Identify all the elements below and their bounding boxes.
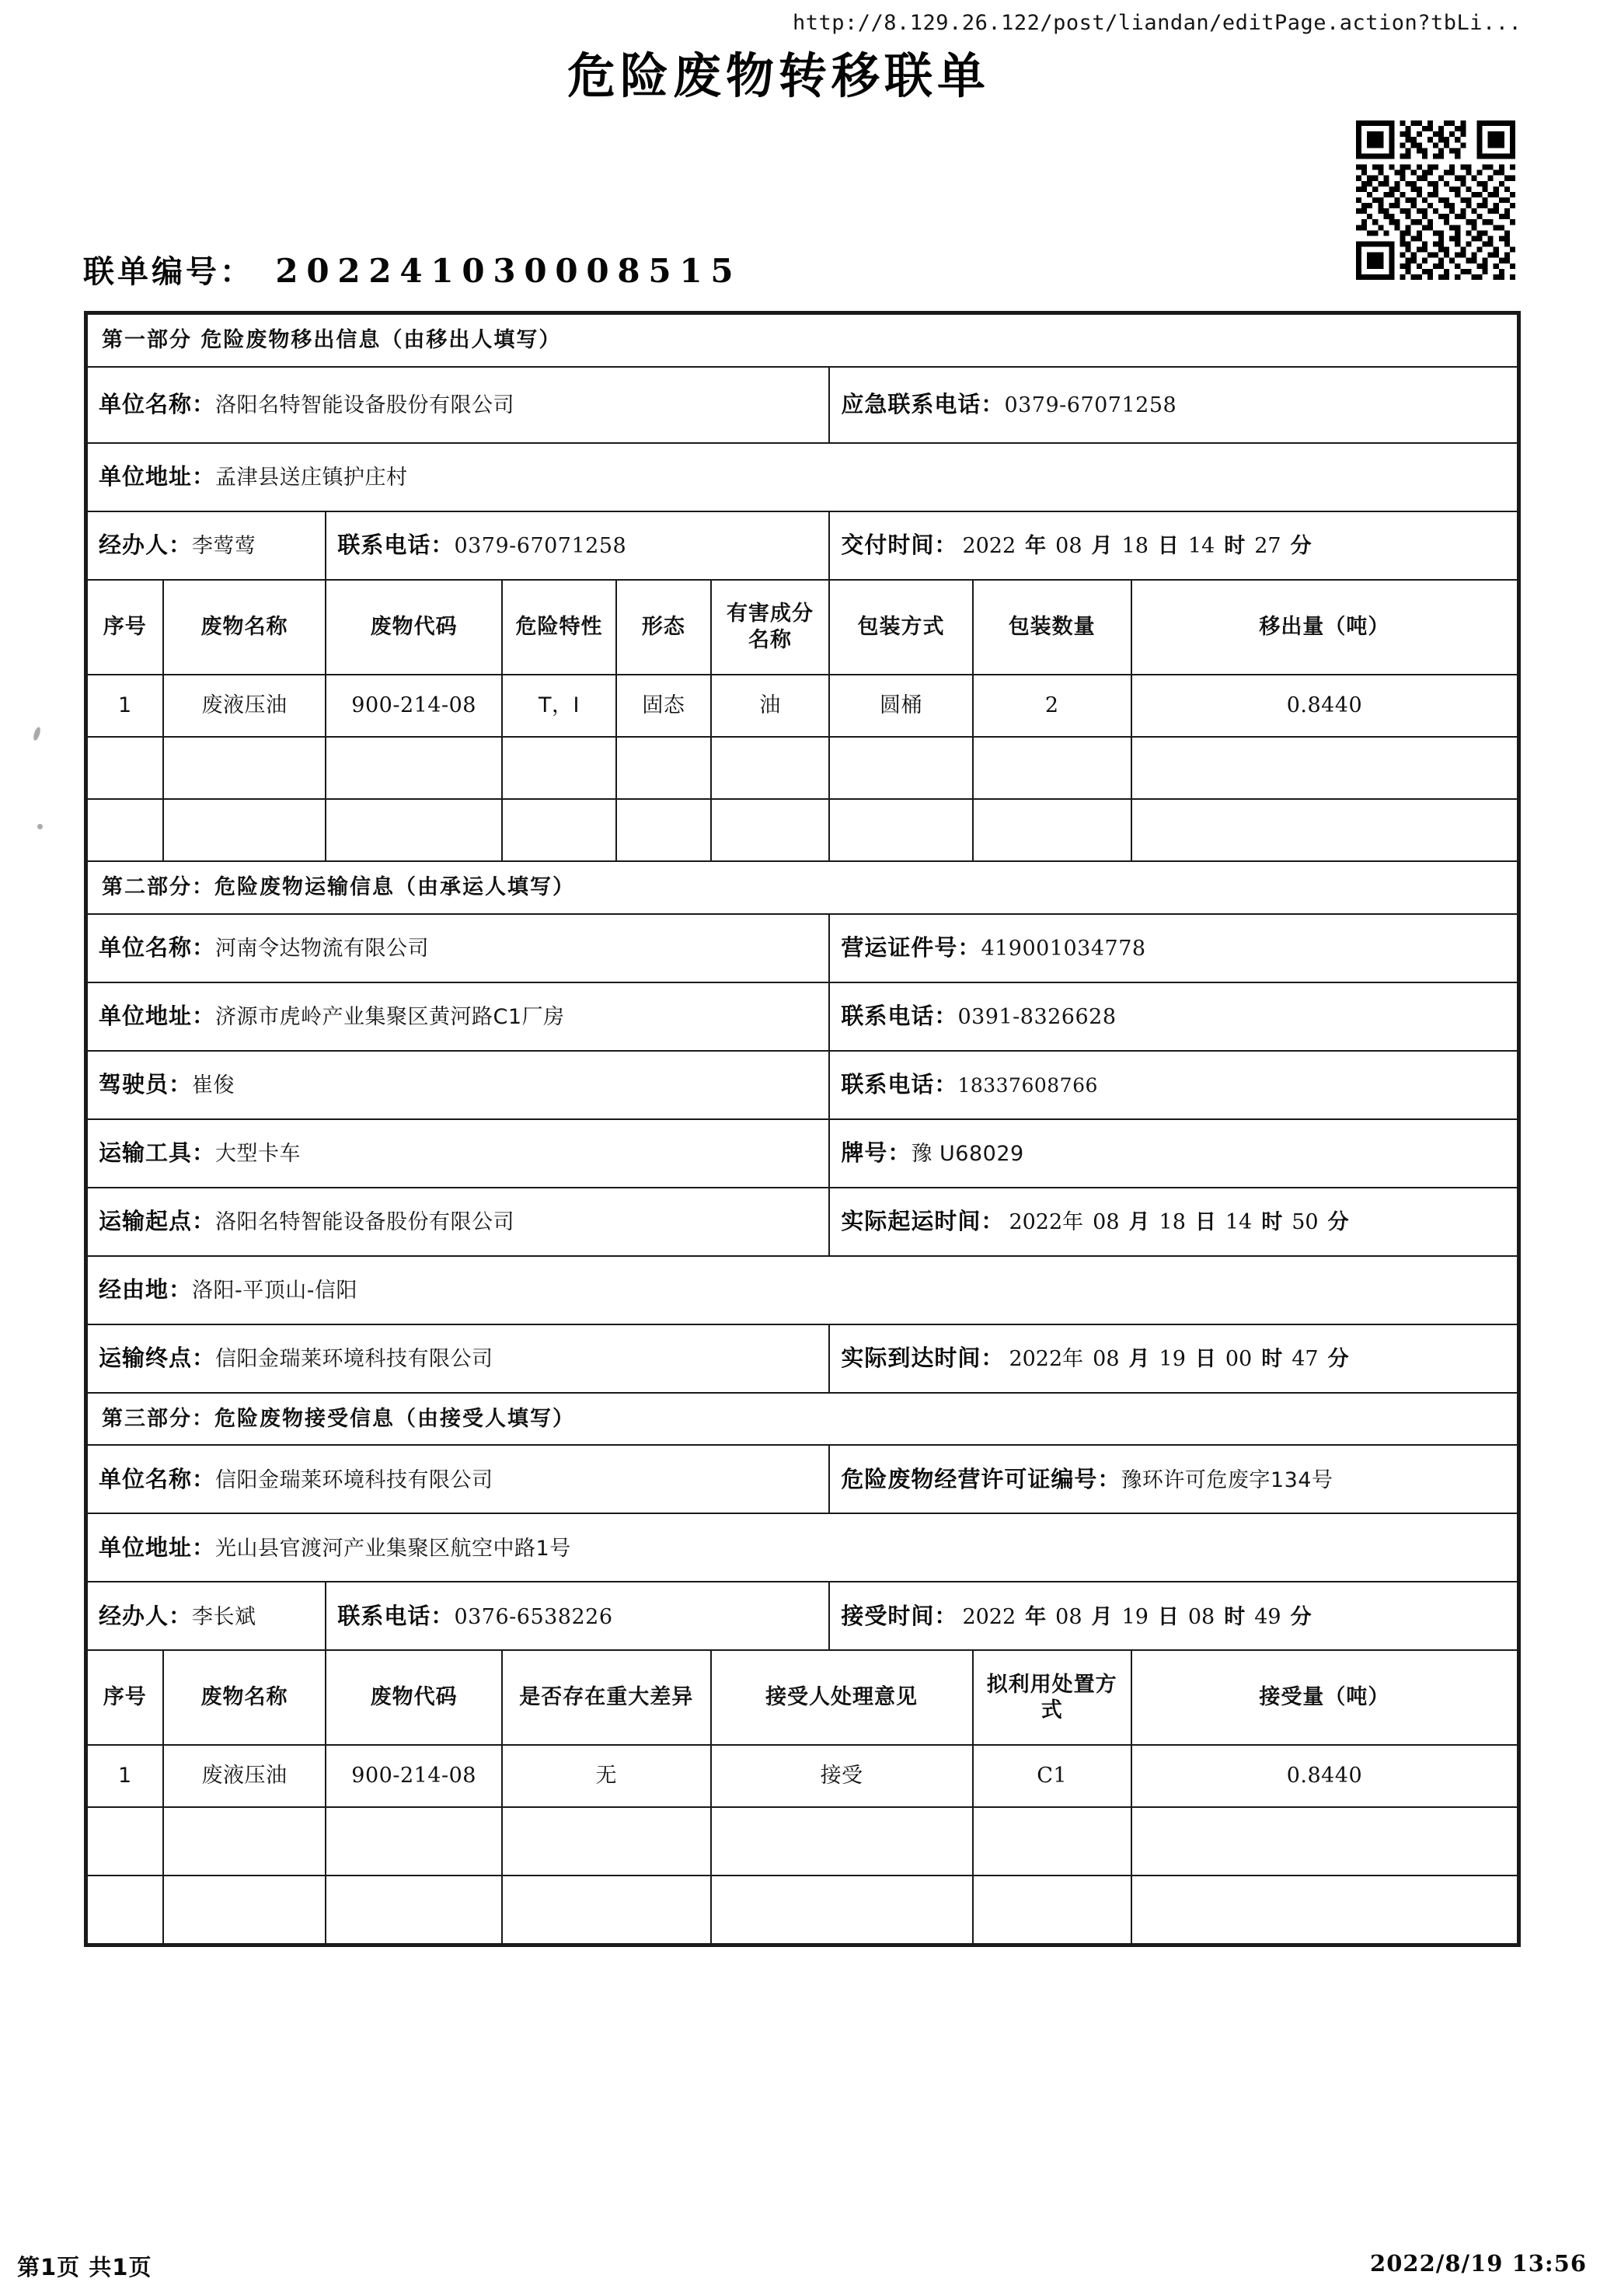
part3-receive-year-unit: 年: [1025, 1604, 1047, 1629]
part1-cell-seq: [87, 799, 163, 861]
part3-cell-major-difference: 无: [502, 1745, 711, 1807]
part2-depart-year: 2022年: [1009, 1210, 1084, 1235]
part3-receive-day: 19: [1121, 1604, 1149, 1629]
part1-delivery-time-cell: [829, 511, 1518, 580]
part1-section-header-row: [87, 314, 1518, 367]
part3-cell-waste-code: [326, 1807, 501, 1876]
part1-cell-form: 固态: [616, 675, 711, 737]
part2-plate-value: 豫 U68029: [911, 1142, 1024, 1167]
part1-cell-hazard-property: [502, 799, 616, 861]
part2-depart-minute: 50: [1292, 1210, 1319, 1235]
part1-th-waste-code: 废物代码: [326, 580, 501, 675]
part2-depart-month-unit: 月: [1128, 1210, 1150, 1235]
part2-unit-address-row: [87, 982, 1518, 1051]
part1-th-packaging-qty: 包装数量: [973, 580, 1131, 675]
part3-th-seq: 序号: [87, 1650, 163, 1745]
part3-unit-address-value: 光山县官渡河产业集聚区航空中路1号: [215, 1536, 571, 1561]
part1-cell-seq: [87, 737, 163, 799]
part1-delivery-day-unit: 日: [1157, 534, 1179, 559]
part3-contact-phone-value: 0376-6538226: [454, 1604, 613, 1629]
manifest-number-row: [83, 247, 737, 291]
part2-depart-day-unit: 日: [1194, 1210, 1216, 1235]
part3-operator-value: 李长斌: [192, 1604, 256, 1629]
part1-cell-packaging-qty: [973, 799, 1131, 861]
qr-code: [1356, 120, 1515, 280]
part3-cell-waste-name: 废液压油: [163, 1745, 326, 1807]
part2-unit-name-row: [87, 914, 1518, 982]
part1-th-amount: 移出量（吨）: [1131, 580, 1518, 675]
part3-permit-no-label: 危险废物经营许可证编号：: [841, 1465, 1121, 1492]
part2-depart-time-cell: [829, 1188, 1518, 1256]
part1-cell-waste-code: [326, 799, 501, 861]
part3-th-waste-code: 废物代码: [326, 1650, 501, 1745]
part3-receive-hour-unit: 时: [1224, 1604, 1246, 1629]
part1-unit-address-label: 单位地址：: [99, 463, 216, 490]
part2-license-no-cell: [829, 914, 1518, 982]
part1-unit-address-cell: [87, 443, 1518, 511]
part2-depart-hour-unit: 时: [1261, 1210, 1283, 1235]
part3-unit-address-row: [87, 1513, 1518, 1582]
part1-unit-name-value: 洛阳名特智能设备股份有限公司: [215, 393, 515, 418]
part3-receive-minute-unit: 分: [1290, 1604, 1312, 1629]
part1-th-seq: 序号: [87, 580, 163, 675]
part1-operator-cell: [87, 511, 326, 580]
part3-operator-row: [87, 1582, 1518, 1650]
part2-unit-address-cell: [87, 982, 829, 1051]
part2-unit-name-cell: [87, 914, 829, 982]
part3-th-disposal-method: 拟利用处置方式: [973, 1650, 1131, 1745]
part2-license-no-label: 营运证件号：: [841, 934, 981, 961]
part1-emergency-phone-cell: [829, 367, 1518, 443]
part1-cell-harmful-component: 油: [711, 675, 830, 737]
part1-delivery-minute-unit: 分: [1290, 534, 1312, 559]
part3-receive-month: 08: [1055, 1604, 1082, 1629]
part3-cell-major-difference: [502, 1807, 711, 1876]
part3-cell-disposal-method: C1: [973, 1745, 1131, 1807]
part2-arrive-hour: 00: [1225, 1347, 1253, 1372]
manifest-grid: [86, 313, 1518, 1945]
part2-route-label: 经由地：: [99, 1276, 193, 1303]
part1-cell-waste-name: [163, 737, 326, 799]
part1-th-harmful-component: 有害成分名称: [711, 580, 830, 675]
part2-arrive-day-unit: 日: [1194, 1347, 1216, 1372]
part1-section-title: 第一部分 危险废物移出信息（由移出人填写）: [87, 314, 1518, 367]
table-row: [87, 1807, 1518, 1876]
part1-delivery-hour: 14: [1187, 534, 1215, 559]
part2-origin-row: [87, 1188, 1518, 1256]
part3-th-waste-name: 废物名称: [163, 1650, 326, 1745]
part3-cell-disposal-method: [973, 1876, 1131, 1944]
part1-contact-phone-label: 联系电话：: [337, 532, 455, 559]
part1-cell-form: [616, 799, 711, 861]
part1-cell-harmful-component: [711, 799, 830, 861]
table-row: [87, 675, 1518, 737]
part1-delivery-year: 2022: [962, 534, 1016, 559]
table-row: [87, 799, 1518, 861]
part2-route-row: [87, 1256, 1518, 1324]
part2-arrive-minute: 47: [1292, 1347, 1319, 1372]
part2-depart-month: 08: [1093, 1210, 1120, 1235]
part3-unit-name-value: 信阳金瑞莱环境科技有限公司: [215, 1467, 493, 1492]
part2-arrive-minute-unit: 分: [1327, 1347, 1349, 1372]
part2-vehicle-row: [87, 1119, 1518, 1188]
part1-operator-label: 经办人：: [99, 532, 193, 559]
part2-driver-value: 崔俊: [192, 1073, 235, 1098]
part1-cell-amount: [1131, 737, 1518, 799]
part1-unit-name-label: 单位名称：: [99, 391, 216, 418]
part1-cell-waste-name: [163, 799, 326, 861]
part3-th-amount: 接受量（吨）: [1131, 1650, 1518, 1745]
part1-cell-hazard-property: [502, 737, 616, 799]
part1-cell-amount: 0.8440: [1131, 675, 1518, 737]
part1-delivery-hour-unit: 时: [1224, 534, 1246, 559]
part1-th-form: 形态: [616, 580, 711, 675]
part3-cell-waste-code: 900-214-08: [326, 1745, 501, 1807]
part2-driver-cell: [87, 1051, 829, 1119]
part3-contact-phone-label: 联系电话：: [337, 1602, 455, 1629]
part3-permit-no-cell: [829, 1445, 1518, 1513]
part3-receive-minute: 49: [1254, 1604, 1281, 1629]
part3-th-receiver-opinion: 接受人处理意见: [711, 1650, 973, 1745]
part2-driver-phone-label: 联系电话：: [841, 1071, 958, 1098]
table-row: [87, 1745, 1518, 1807]
part3-contact-phone-cell: [326, 1582, 829, 1650]
part2-route-value: 洛阳-平顶山-信阳: [192, 1279, 358, 1303]
part2-unit-address-value: 济源市虎岭产业集聚区黄河路C1厂房: [215, 1005, 565, 1030]
part3-cell-seq: [87, 1807, 163, 1876]
part3-cell-amount: 0.8440: [1131, 1745, 1518, 1807]
part2-company-phone-cell: [829, 982, 1518, 1051]
part3-cell-disposal-method: [973, 1807, 1131, 1876]
part2-unit-name-label: 单位名称：: [99, 934, 216, 961]
part2-destination-value: 信阳金瑞莱环境科技有限公司: [215, 1347, 493, 1372]
part3-th-major-difference: 是否存在重大差异: [502, 1650, 711, 1745]
part3-cell-seq: [87, 1876, 163, 1944]
part2-arrive-time-cell: [829, 1324, 1518, 1393]
part2-section-header-row: [87, 861, 1518, 914]
part2-arrive-year: 2022年: [1009, 1347, 1084, 1372]
part2-arrive-month-unit: 月: [1128, 1347, 1150, 1372]
part1-cell-packaging-type: [829, 737, 972, 799]
part2-unit-address-label: 单位地址：: [99, 1003, 216, 1030]
part1-unit-address-value: 孟津县送庄镇护庄村: [215, 466, 408, 490]
part2-origin-value: 洛阳名特智能设备股份有限公司: [215, 1210, 515, 1235]
part3-cell-waste-code: [326, 1876, 501, 1944]
part3-table-header-row: [87, 1650, 1518, 1745]
part2-depart-minute-unit: 分: [1327, 1210, 1349, 1235]
part3-cell-receiver-opinion: [711, 1876, 973, 1944]
table-row: [87, 737, 1518, 799]
part1-th-waste-name: 废物名称: [163, 580, 326, 675]
part3-operator-cell: [87, 1582, 326, 1650]
manifest-number-label: 联单编号：: [83, 254, 254, 290]
part2-plate-label: 牌号：: [841, 1139, 912, 1167]
part2-driver-phone-value: 18337608766: [957, 1074, 1098, 1097]
part3-receive-year: 2022: [962, 1604, 1016, 1629]
part1-cell-form: [616, 737, 711, 799]
table-row: [87, 1876, 1518, 1944]
part1-emergency-phone-label: 应急联系电话：: [841, 391, 1005, 418]
part2-destination-row: [87, 1324, 1518, 1393]
part3-receive-day-unit: 日: [1157, 1604, 1179, 1629]
part1-cell-waste-code: 900-214-08: [326, 675, 501, 737]
part1-cell-packaging-qty: 2: [973, 675, 1131, 737]
part2-driver-label: 驾驶员：: [99, 1071, 193, 1098]
part1-th-packaging-type: 包装方式: [829, 580, 972, 675]
part3-cell-seq: 1: [87, 1745, 163, 1807]
part2-unit-name-value: 河南令达物流有限公司: [215, 937, 430, 961]
manifest-sheet: [84, 311, 1521, 1947]
part3-unit-address-cell: [87, 1513, 1518, 1582]
part1-cell-packaging-qty: [973, 737, 1131, 799]
part1-cell-amount: [1131, 799, 1518, 861]
part1-cell-packaging-type: 圆桶: [829, 675, 972, 737]
part2-depart-time-label: 实际起运时间：: [841, 1208, 1005, 1235]
part2-driver-phone-cell: [829, 1051, 1518, 1119]
part1-table-header-row: [87, 580, 1518, 675]
part3-cell-amount: [1131, 1876, 1518, 1944]
part2-destination-cell: [87, 1324, 829, 1393]
part2-company-phone-label: 联系电话：: [841, 1003, 958, 1030]
part2-route-cell: [87, 1256, 1518, 1324]
part3-cell-receiver-opinion: [711, 1807, 973, 1876]
part3-section-header-row: [87, 1393, 1518, 1446]
part2-vehicle-cell: [87, 1119, 829, 1188]
part2-origin-label: 运输起点：: [99, 1208, 216, 1235]
part1-operator-value: 李莺莺: [192, 534, 256, 559]
part2-arrive-hour-unit: 时: [1261, 1347, 1283, 1372]
manifest-number-value: 2 0 2 2 4 1 0 3 0 0 0 8 5 1 5: [275, 252, 734, 290]
part2-license-no-value: 419001034778: [981, 937, 1146, 961]
part1-th-hazard-property: 危险特性: [502, 580, 616, 675]
part1-delivery-month-unit: 月: [1091, 534, 1113, 559]
part2-section-title: 第二部分：危险废物运输信息（由承运人填写）: [87, 861, 1518, 914]
part3-permit-no-value: 豫环许可危废字134号: [1121, 1467, 1333, 1492]
part2-driver-row: [87, 1051, 1518, 1119]
scan-artifact: [37, 824, 43, 829]
part3-cell-receiver-opinion: 接受: [711, 1745, 973, 1807]
part1-unit-name-row: [87, 367, 1518, 443]
part3-unit-name-label: 单位名称：: [99, 1465, 216, 1492]
part3-receive-hour: 08: [1187, 1604, 1215, 1629]
part1-delivery-day: 18: [1121, 534, 1149, 559]
part3-cell-major-difference: [502, 1876, 711, 1944]
part1-delivery-minute: 27: [1254, 534, 1281, 559]
part2-arrive-day: 19: [1159, 1347, 1186, 1372]
part1-contact-phone-cell: [326, 511, 829, 580]
browser-url-text: http://8.129.26.122/post/liandan/editPage.action?tbLi...: [793, 11, 1522, 35]
part1-cell-seq: 1: [87, 675, 163, 737]
part1-contact-phone-value: 0379-67071258: [454, 534, 627, 559]
part1-cell-packaging-type: [829, 799, 972, 861]
part1-emergency-phone-value: 0379-67071258: [1004, 393, 1177, 418]
part1-operator-row: [87, 511, 1518, 580]
page-title: 危险废物转移联单: [567, 47, 991, 104]
part2-origin-cell: [87, 1188, 829, 1256]
part3-section-title: 第三部分：危险废物接受信息（由接受人填写）: [87, 1393, 1518, 1446]
part3-unit-address-label: 单位地址：: [99, 1534, 216, 1561]
part3-receive-time-cell: [829, 1582, 1518, 1650]
part1-cell-hazard-property: T，I: [502, 675, 616, 737]
part2-depart-day: 18: [1159, 1210, 1186, 1235]
part1-unit-address-row: [87, 443, 1518, 511]
scan-artifact: [32, 726, 41, 741]
print-timestamp-footer: 2022/8/19 13:56: [1370, 2250, 1587, 2277]
part2-arrive-time-label: 实际到达时间：: [841, 1345, 1005, 1372]
part1-delivery-time-label: 交付时间：: [841, 532, 958, 559]
part3-unit-name-cell: [87, 1445, 829, 1513]
part2-destination-label: 运输终点：: [99, 1345, 216, 1372]
page-number-footer: 第1页 共1页: [17, 2254, 152, 2280]
part3-cell-waste-name: [163, 1876, 326, 1944]
part2-plate-cell: [829, 1119, 1518, 1188]
part2-vehicle-value: 大型卡车: [215, 1142, 302, 1167]
part2-depart-hour: 14: [1225, 1210, 1253, 1235]
part3-cell-waste-name: [163, 1807, 326, 1876]
part3-receive-time-label: 接受时间：: [841, 1602, 958, 1629]
part1-unit-name-cell: [87, 367, 829, 443]
part2-arrive-month: 08: [1093, 1347, 1120, 1372]
part3-operator-label: 经办人：: [99, 1602, 193, 1629]
part3-cell-amount: [1131, 1807, 1518, 1876]
part3-unit-name-row: [87, 1445, 1518, 1513]
part1-delivery-month: 08: [1055, 534, 1082, 559]
part2-company-phone-value: 0391-8326628: [957, 1005, 1117, 1030]
part1-cell-harmful-component: [711, 737, 830, 799]
part1-cell-waste-code: [326, 737, 501, 799]
part2-vehicle-label: 运输工具：: [99, 1139, 216, 1167]
part3-receive-month-unit: 月: [1091, 1604, 1113, 1629]
part1-cell-waste-name: 废液压油: [163, 675, 326, 737]
part1-delivery-year-unit: 年: [1025, 534, 1047, 559]
